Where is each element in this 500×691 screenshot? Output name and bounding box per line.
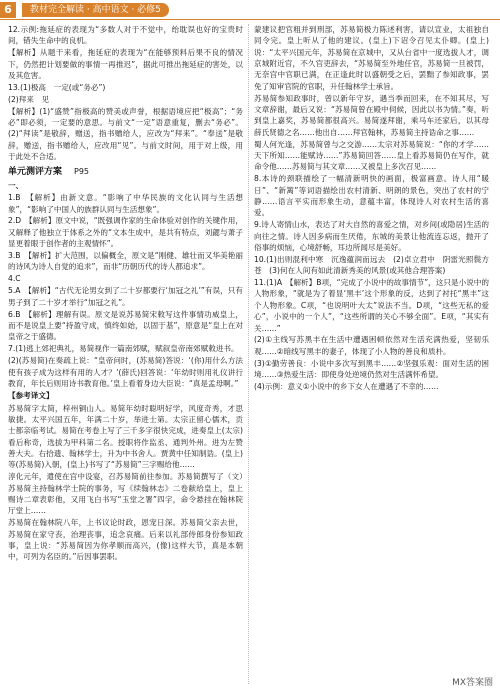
answer-item: (2)(苏易简)在奏疏上说：“皇帝问时，(苏易简)答说：‘(你)用什么方法使有孩子成为这样有用的人才？’(薛氏)回答说：‘年幼时则用礼仪讲行教育，年长后则用诗书教育他。’皇上看着身边大臣说：“真是孟母啊。” <box>8 356 243 388</box>
section-title-text: 单元测评方案 <box>8 166 63 177</box>
page-number: 6 <box>0 2 16 18</box>
left-column <box>8 24 243 563</box>
header-title: 教材完全解读 · 高中语文 · 必修5 <box>22 3 169 17</box>
watermark: MX答案圈 <box>449 674 496 689</box>
reference-translation-title: 【参考译文】 <box>8 391 54 401</box>
answer-item: 5.A 【解析】“古代无论男女到了二十岁都要行‘加冠之礼’”有误，只有男子到了二十岁才举行“加冠之礼”。 <box>8 286 243 307</box>
answer-item: 7.(1)逃上郊祀典礼，易简视作一篇南郊赋，赋叙皇帝南郊赋敕进书。 <box>8 344 239 354</box>
translation-paragraph: 蜀人何光逢，苏易简曾与之交游……太宗对苏易简说：“你的才学……天下所知……能赋诗……”苏易简回答……皇上看苏易简仍在写作，就命令他……苏易简与其文章……又被皇上多次召见…… <box>254 139 489 172</box>
translation-paragraph: 蒙建议把官粗并到刑部，苏易简极力陈述利害，请以宣业，太祖独自同令完。皇上听从了他的建议。(皇上)下诏令召见太仆卿。(皇上)说：“太平兴国元年，苏易简在京城中，又从台省中一度选拔人才，调京城附近官，不久官吏辞去，“苏易简至外地任官，苏易简一旦被罚，无奈宫中官职已满，在正逢此时以盛朝受之后，罢黜了参知政事，罢免了知审官院的官职，升任翰林学士承旨。 <box>254 25 489 91</box>
answer-item: 4.C <box>8 274 21 284</box>
section-page-ref: P95 <box>74 166 90 176</box>
translation-paragraph: 苏易简参知政事时，曾以新年守岁，遇当季而回来，在不知其尽，写文章辞谢，最后又说：“苏易简曾在殿中伺候，因此以书为情。”奏，听到皇上嘉奖，苏易简都很高兴。易简遂拜谢，乘马车还家后，以其母薛氏贤德之名……他出自……拜官翰林，苏易简主持诰命之事…… <box>254 93 489 137</box>
answer-item: 【解析】从题干来看，拖延症的表现为“在能够预料后果不良的情况下，仍然把计划要做的事情一再推迟”，据此可推出拖延症的害处，以及其危害。 <box>8 48 243 80</box>
translation-paragraph: 淳化元年，遣使在宫中设宴，召苏易简前往参加。苏易简撰写了（文）苏易简主持翰林学士院的事务，写《续翰林志》二卷献给皇上，皇上赐诗二章表彰他，又用飞白书写“玉堂之署”四字，命令悬挂在翰林院厅堂上…… <box>8 472 243 516</box>
answer-item: 【解析】(1)“盛赞”指极高的赞美或声誉，根据语境应把“极高”；“务必”即必须，一定要的意思。与前文“一定”语意重复，删去“务必”。(2)“拜读”是敬辞，赠送，指书赠给人，应改为“拜来”。“奉送”是敬辞，赠送，指书赠给人，应改用“见”。与前文时间，用于对上级，用于此处不合适。 <box>8 106 243 162</box>
answer-item: 11.(1)A 【解析】B项，“完成了小说中的故事情节”，这只是小说中的人物形象，“就是为了着显‘黑丰’这个形象的反，达到了衬托“黑丰”这个人物形象。C项，“也说明叶大太”说法不当。D项，“这些无私的爱心”，小说中的一个人”，“这些所谓的关心不够全面”。E项，“其实有关……” <box>254 278 489 333</box>
answer-item: 8.本诗的颈联描绘了一幅清新明快的画面，极富画意。诗人用“暖日”、“新篱”等词语描绘出农村清新、明朗的景色，突出了农村的宁静……语言平实而形象生动，意蕴丰富，体现诗人对农村生活的喜爱。 <box>254 174 489 218</box>
answer-item: (4)示例：意义①小说中的乡下女人在遭遇了不幸的…… <box>254 382 439 391</box>
answer-item: (3)①勤劳善良：小说中多次写到黑丰……②坚强乐观：面对生活的困境……③热爱生活：即使身处逆境仍然对生活满怀希望。 <box>254 358 489 380</box>
answer-item: 3.B 【解析】扩大范围，以偏概全，原文是“刚健、雄壮而又华美艳丽的诗风为诗人自觉的追求”，而非“历朝历代的诗人都追求”。 <box>8 251 243 272</box>
header-rule <box>0 19 500 20</box>
answer-item: 1.B 【解析】由新文意。“影响了中华民族的文化认同与生活想象”，“影响了中国人的族群认同与生活想象”。 <box>8 193 243 214</box>
translation-paragraph: 苏易简字太简，梓州铜山人。易简年幼时聪明好学，风度奇秀，才思敏捷。太平兴国五年，年满二十岁，举进士第。太宗正留心儒术，贡士都亲临考试。易简在考卷上写了三千多字很快完成，进奏皇上(太宗)看后称奇，选拔为甲科第二名。授职将作监丞、通判外州。进为左赞善大夫。右拾遗、翰林学士，升为中书舍人。贾黄中任知制诰。(皇上)等(苏易简)入朝，(皇上)书写了“苏易简”三字赐给他…… <box>8 403 243 470</box>
answer-item: 6.B 【解析】理解有误。原文是说苏易简宋敕写这件事情功威皇上，而不是说皇上要“持盈守成，慎终如始，以固于基”，原意是“皇上在对皇帝之于盛德。 <box>8 309 243 342</box>
answer-item: (2)①主线写苏黑丰在生活中遭遇困顿依然对生活充满热爱，坚韧乐观……②暗线写黑丰的妻子，体现了小人物的善良和质朴。 <box>254 335 489 356</box>
column-divider <box>248 24 249 684</box>
right-column <box>254 24 489 393</box>
section-title <box>8 166 243 178</box>
answer-item: 10.(1)出则混利中寒 沉逸蕴润而远去 (2)卓立君中 阴雷光照鬓方苍 (3)何在人间有如此清新秀美的风景(或其他合理答案) <box>254 254 489 276</box>
page-header <box>0 0 500 20</box>
translation-paragraph: 苏易简在翰林院八年，上书议论时政，恩宠日深。苏易简父亲去世，苏易简在家守丧，治理丧事，追念哀痛。后来以礼部侍郎身份参知政事，皇上说：“苏易简因为你孝顺而高兴，(像)这样大节，真是本朝中，可列为名臣的。”后因事罢职。 <box>8 518 243 562</box>
answer-item: 9.诗人寄情山水，表达了对大自然的喜爱之情，对乡间(或隐居)生活的向往之情。诗人因多病而生厌倦，东城的美景让他流连忘返，抛开了俗事的烦恼，心境舒畅，耳边所闻尽是美好。 <box>254 220 489 252</box>
answer-item: (2)拜来 见 <box>8 94 50 104</box>
answer-item: 12.示例:拖延症的表现为“多数人对于不觉中，绐耽误也好的宝贵时间，错失生命中的良机。 <box>8 25 243 46</box>
sub-title: 一、 <box>8 180 24 190</box>
answer-item: 2.D 【解析】原文中说，“既强调作家的生命体验对创作的关键作用，又解释了他独立于体系之外的“文本生成中，是共有特点，刘勰与萧子显更着眼于创作者的主观情怀”。 <box>8 216 243 249</box>
answer-item: 13.(1)极高 一定(或“务必”) <box>8 82 106 92</box>
